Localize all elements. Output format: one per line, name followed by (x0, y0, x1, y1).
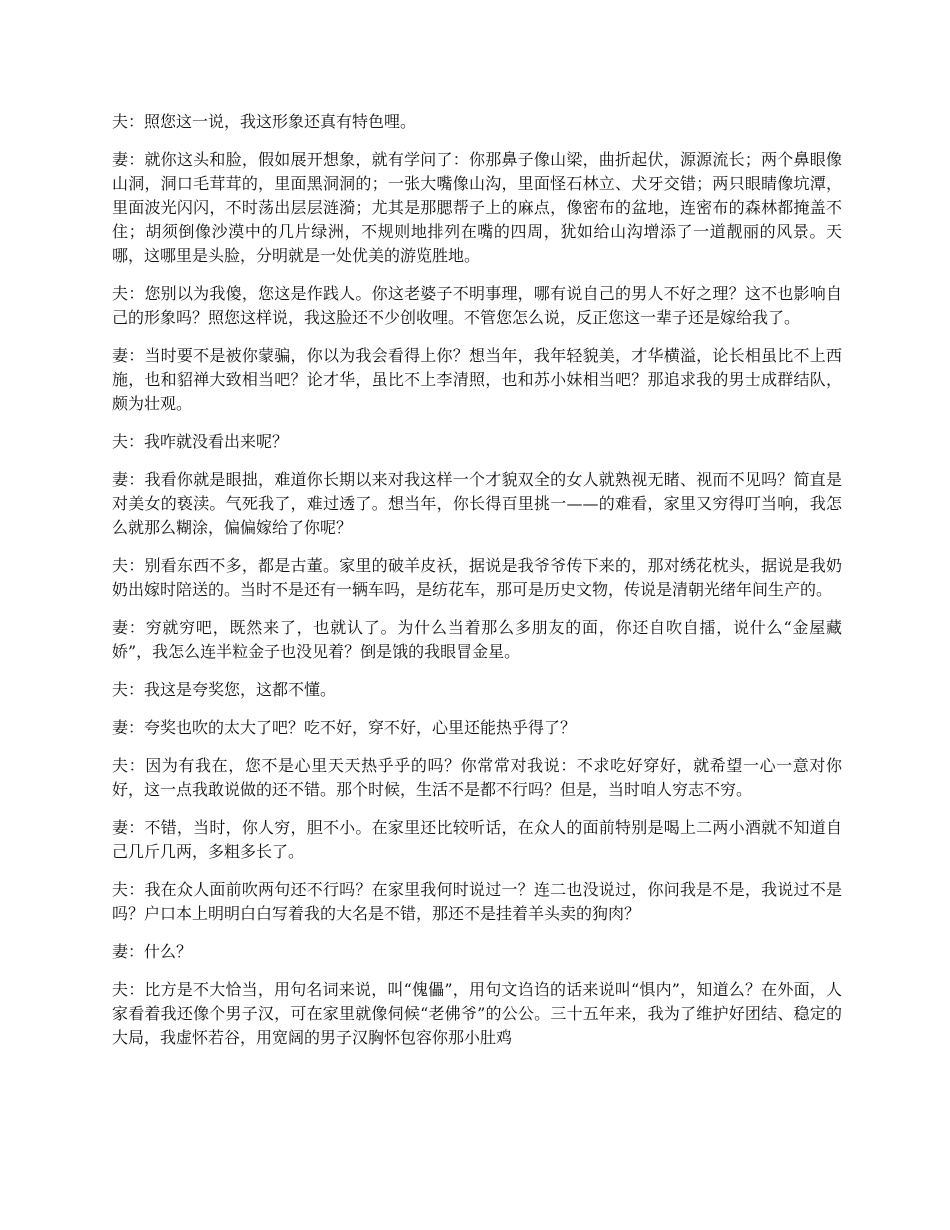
dialogue-paragraph: 夫：我咋就没看出来呢？ (112, 432, 289, 451)
dialogue-paragraph: 夫：照您这一说，我这形象还真有特色哩。 (112, 112, 417, 131)
dialogue-paragraph: 妻：什么？ (112, 942, 193, 961)
dialogue-paragraph: 夫：我在众人面前吹两句还不行吗？在家里我何时说过一？连二也没说过，你问我是不是，我说过不是吗？户口本上明明白白写着我的大名是不错，那还不是挂着羊头卖的狗肉？ (112, 880, 842, 923)
dialogue-paragraph: 夫：因为有我在，您不是心里天天热乎乎的吗？你常常对我说：不求吃好穿好，就希望一心一意对你好，这一点我敢说做的还不错。那个时候，生活不是都不行吗？但是，当时咱人穷志不穷。 (112, 756, 842, 799)
dialogue-paragraph: 妻：夸奖也吹的太大了吧？吃不好，穿不好，心里还能热乎得了？ (112, 718, 577, 737)
dialogue-paragraph: 夫：比方是不大恰当，用句名词来说，叫“傀儡”，用句文诌诌的话来说叫“惧内”，知道么？在外面，人家看着我还像个男子汉，可在家里就像伺候“老佛爷”的公公。三十五年来，我为了维护好团结、稳定的大局，我虚怀若谷，用宽阔的男子汉胸怀包容你那小肚鸡 (112, 980, 842, 1047)
document-body (112, 110, 842, 1064)
dialogue-paragraph: 妻：当时要不是被你蒙骗，你以为我会看得上你？想当年，我年轻貌美，才华横溢，论长相虽比不上西施，也和貂禅大致相当吧？论才华，虽比不上李清照，也和苏小妹相当吧？那追求我的男士成群结队，颇为壮观。 (112, 346, 842, 413)
dialogue-paragraph: 妻：穷就穷吧，既然来了，也就认了。为什么当着那么多朋友的面，你还自吹自擂，说什么“金屋藏娇”，我怎么连半粒金子也没见着？倒是饿的我眼冒金星。 (112, 618, 842, 661)
dialogue-paragraph: 夫：别看东西不多，都是古董。家里的破羊皮袄，据说是我爷爷传下来的，那对绣花枕头，据说是我奶奶出嫁时陪送的。当时不是还有一辆车吗，是纺花车，那可是历史文物，传说是清朝光绪年间生产的。 (112, 556, 842, 599)
dialogue-paragraph: 夫：您别以为我傻，您这是作践人。你这老婆子不明事理，哪有说自己的男人不好之理？这不也影响自己的形象吗？照您这样说，我这脸还不少创收哩。不管您怎么说，反正您这一辈子还是嫁给我了。 (112, 284, 842, 327)
dialogue-paragraph: 夫：我这是夸奖您，这都不懂。 (112, 680, 337, 699)
dialogue-paragraph: 妻：我看你就是眼拙，难道你长期以来对我这样一个才貌双全的女人就熟视无睹、视而不见吗？简直是对美女的亵渎。气死我了，难过透了。想当年，你长得百里挑一——的难看，家里又穷得叮当响，我怎么就那么糊涂，偏偏嫁给了你呢？ (112, 470, 842, 537)
dialogue-paragraph: 妻：不错，当时，你人穷，胆不小。在家里还比较听话，在众人的面前特别是喝上二两小酒就不知道自己几斤几两，多粗多长了。 (112, 818, 842, 861)
dialogue-paragraph: 妻：就你这头和脸，假如展开想象，就有学问了：你那鼻子像山梁，曲折起伏，源源流长；两个鼻眼像山洞，洞口毛茸茸的，里面黑洞洞的；一张大嘴像山沟，里面怪石林立、犬牙交错；两只眼睛像坑潭，里面波光闪闪，不时荡出层层涟漪；尤其是那腮帮子上的麻点，像密布的盆地，连密布的森林都掩盖不住；胡须倒像沙漠中的几片绿洲，不规则地排列在嘴的四周，犹如给山沟增添了一道靓丽的风景。天哪，这哪里是头脸，分明就是一处优美的游览胜地。 (112, 150, 842, 265)
